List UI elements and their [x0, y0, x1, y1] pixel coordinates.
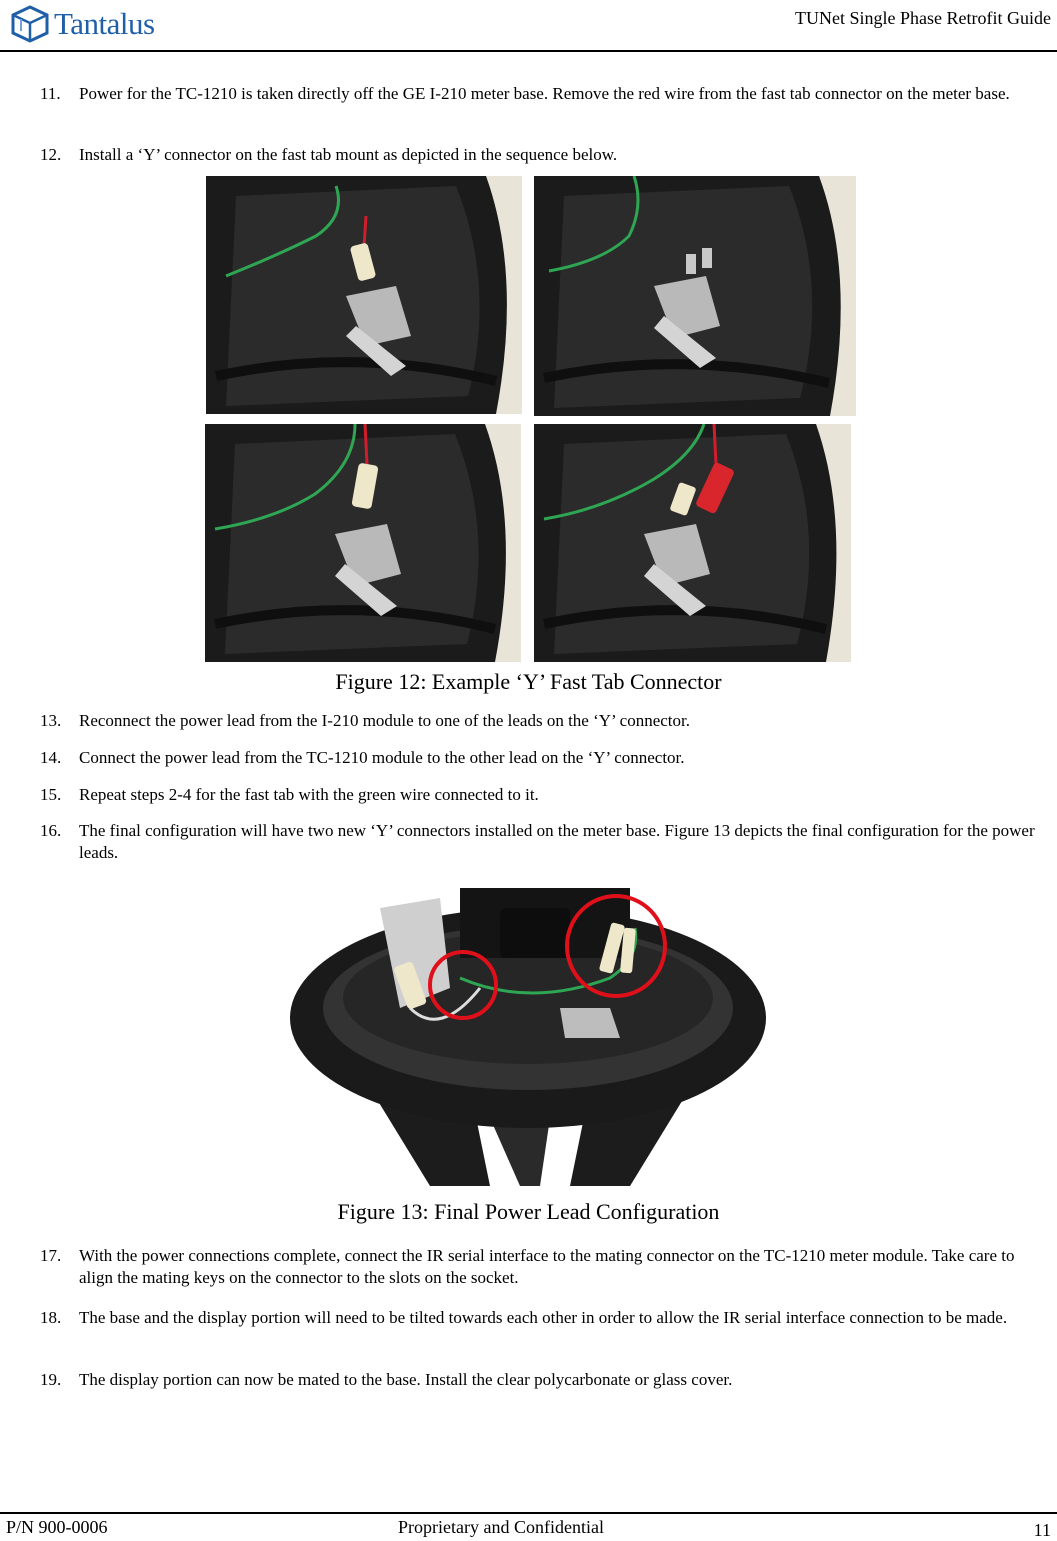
step-text: Repeat steps 2-4 for the fast tab with the green wire connected to it.: [79, 785, 539, 804]
step-number: 15.: [40, 785, 62, 804]
figure-12-caption: Figure 12: Example ‘Y’ Fast Tab Connector: [335, 669, 722, 694]
step-number: 12.: [40, 145, 62, 164]
part-number: P/N 900-0006: [6, 1517, 108, 1537]
step-text: Power for the TC-1210 is taken directly off the GE I-210 meter base. Remove the red wire from the fast tab connector on the meter base.: [79, 84, 1010, 103]
page-footer: [0, 1512, 1057, 1539]
step-18: [40, 1307, 1050, 1329]
figure-13-caption: Figure 13: Final Power Lead Configuration: [337, 1199, 720, 1224]
step-15: [40, 784, 1050, 806]
step-number: 16.: [40, 821, 62, 840]
step-text: Reconnect the power lead from the I-210 module to one of the leads on the ‘Y’ connector.: [79, 711, 691, 730]
step-number: 14.: [40, 748, 62, 767]
confidentiality-notice: Proprietary and Confidential: [398, 1517, 604, 1537]
step-13: [40, 710, 1050, 732]
step-16: [40, 820, 1050, 864]
step-14: [40, 747, 1050, 769]
step-number: 13.: [40, 711, 62, 730]
fig12-photo-3: [205, 424, 521, 662]
page-number: 11: [1033, 1520, 1051, 1540]
step-17: [40, 1245, 1050, 1289]
page-header: [0, 0, 1057, 52]
fig12-photo-4: [534, 424, 851, 662]
step-19: [40, 1369, 1050, 1391]
step-text: Install a ‘Y’ connector on the fast tab mount as depicted in the sequence below.: [79, 145, 618, 164]
step-number: 18.: [40, 1308, 62, 1327]
fig12-photo-2: [534, 176, 856, 416]
step-12: [40, 144, 1050, 166]
step-number: 17.: [40, 1246, 62, 1265]
step-text: The final configuration will have two new ‘Y’ connectors installed on the meter base. Figure 13 depicts the final configuration for the power leads.: [79, 821, 1035, 862]
step-number: 11.: [40, 84, 61, 103]
fig13-photo: [290, 888, 766, 1186]
document-title: TUNet Single Phase Retrofit Guide: [795, 8, 1051, 28]
cube-logo-icon: [8, 4, 52, 44]
step-text: The base and the display portion will need to be tilted towards each other in order to allow the IR serial interface connection to be made.: [79, 1308, 1008, 1327]
step-number: 19.: [40, 1370, 62, 1389]
step-11: [40, 83, 1050, 105]
fig12-photo-1: [206, 176, 522, 414]
tantalus-logo: [8, 4, 155, 44]
step-text: With the power connections complete, connect the IR serial interface to the mating connector on the TC-1210 meter module. Take care to align the mating keys on the connector to the slots on the socket.: [79, 1246, 1015, 1287]
step-text: Connect the power lead from the TC-1210 module to the other lead on the ‘Y’ connector.: [79, 748, 685, 767]
step-text: The display portion can now be mated to the base. Install the clear polycarbonate or glass cover.: [79, 1370, 733, 1389]
logo-wordmark: Tantalus: [54, 6, 155, 41]
